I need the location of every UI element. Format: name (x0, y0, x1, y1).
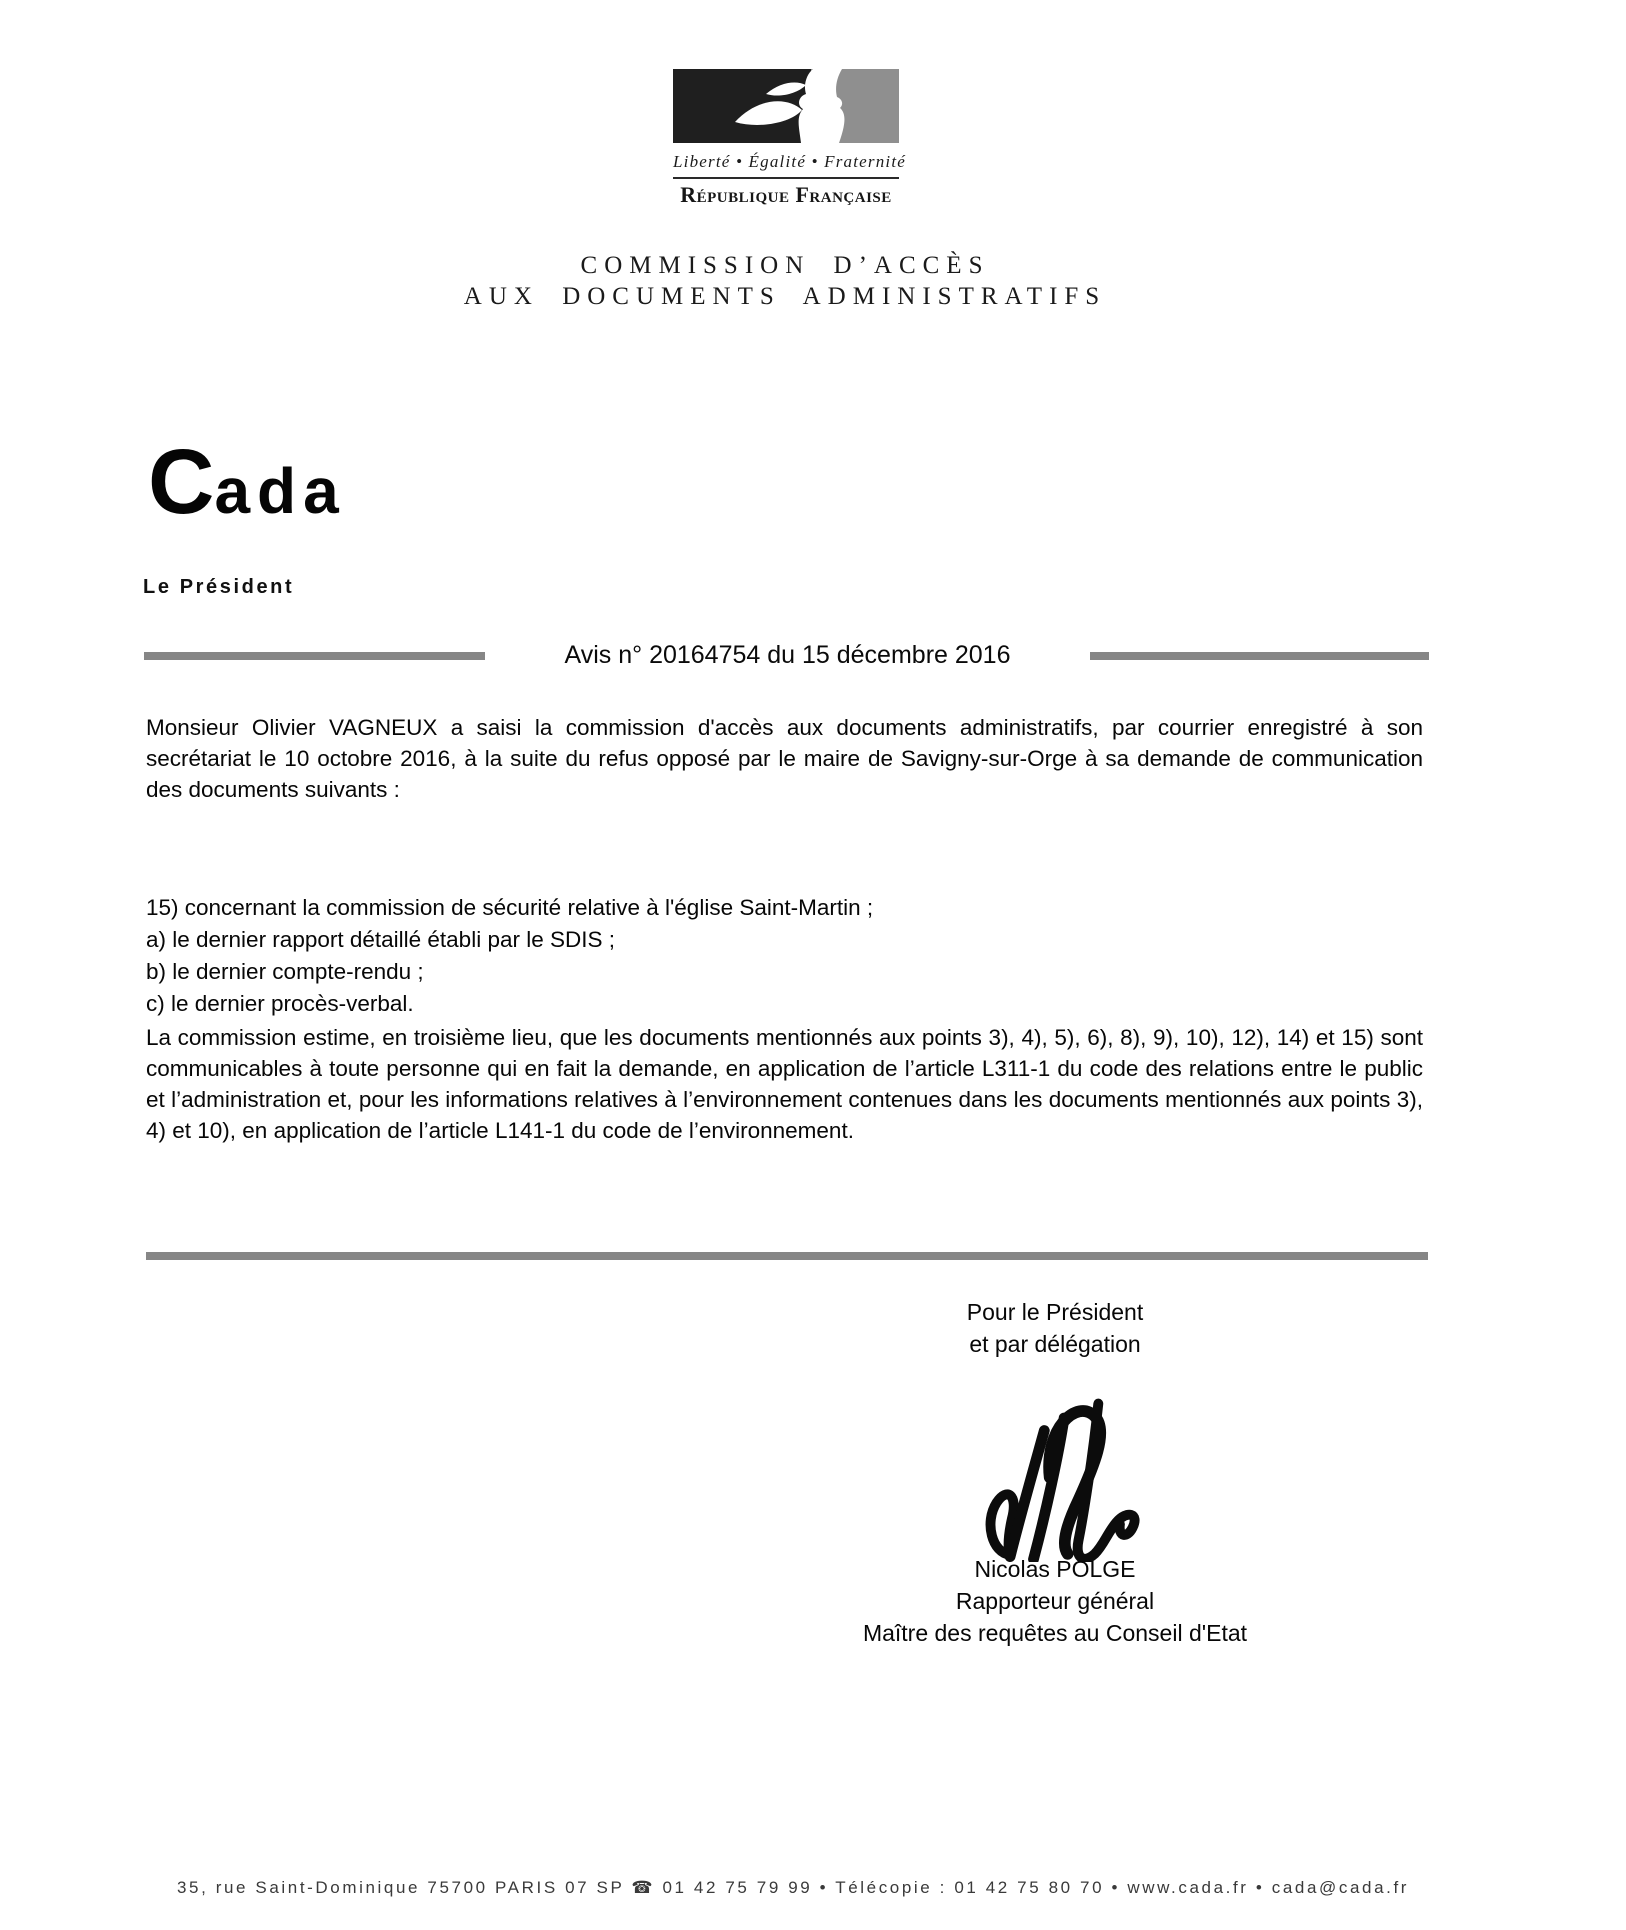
decision-paragraph: La commission estime, en troisième lieu, que les documents mentionnés aux points 3), 4), 5), 6), 8), 9), 10), 12), 14) et 15) sont communicables à toute personne qui en fait la demande, en application de l’article L311-1 du code des relations entre le public et l’administration et, pour les informations relatives à l’environnement contenues dans les documents mentionnés aux points 3), 4) et 10), en application de l’article L141-1 du code de l’environnement. (146, 1025, 1423, 1143)
commission-title-line2: AUX DOCUMENTS ADMINISTRATIFS (463, 283, 1107, 310)
list-item: 15) concernant la commission de sécurité relative à l'église Saint-Martin ; (146, 895, 874, 920)
signatory-name: Nicolas POLGE (974, 1556, 1136, 1582)
president-label: Le Président (143, 576, 295, 598)
logo-country-name: République Française (680, 182, 892, 207)
cada-wordmark-rest: ada (214, 455, 346, 527)
signature-delegation (967, 1296, 1143, 1360)
signatory-title: Maître des requêtes au Conseil d'Etat (862, 1620, 1248, 1646)
republique-francaise-logo (673, 69, 906, 208)
intro-paragraph: Monsieur Olivier VAGNEUX a saisi la commission d'accès aux documents administratifs, par courrier enregistré à son secrétariat le 10 octobre 2016, à la suite du refus opposé par le maire de Savigny-sur-Orge à sa demande de communication des documents suivants : (146, 715, 1423, 802)
handwritten-signature-image (966, 1382, 1146, 1562)
commission-title-line1: COMMISSION D’ACCÈS (580, 252, 990, 279)
cada-wordmark (148, 431, 346, 533)
list-item: c) le dernier procès-verbal. (146, 991, 414, 1016)
avis-right-bar (1090, 652, 1429, 660)
signatory-identity (863, 1553, 1247, 1649)
avis-header-row (144, 641, 1429, 670)
logo-rule (673, 177, 899, 179)
signature-delegation-line2: et par délégation (969, 1331, 1141, 1357)
avis-left-bar (144, 652, 485, 660)
marianne-icon (673, 69, 899, 143)
signatory-role: Rapporteur général (955, 1588, 1155, 1614)
footer-contact-line: 35, rue Saint-Dominique 75700 PARIS 07 SP ☎ 01 42 75 79 99 • Télécopie : 01 42 75 80 70 • www.cada.fr • cada@cada.fr (176, 1878, 1410, 1897)
avis-number: Avis n° 20164754 du 15 décembre 2016 (564, 641, 1011, 669)
list-item: b) le dernier compte-rendu ; (146, 959, 424, 984)
section-divider (146, 1252, 1428, 1260)
signature-delegation-line1: Pour le Président (966, 1299, 1144, 1325)
logo-motto: Liberté • Égalité • Fraternité (673, 152, 906, 171)
list-item: a) le dernier rapport détaillé établi par le SDIS ; (146, 927, 615, 952)
commission-title (464, 250, 1106, 312)
cada-wordmark-initial: C (148, 431, 215, 533)
document-list (146, 892, 1423, 1020)
